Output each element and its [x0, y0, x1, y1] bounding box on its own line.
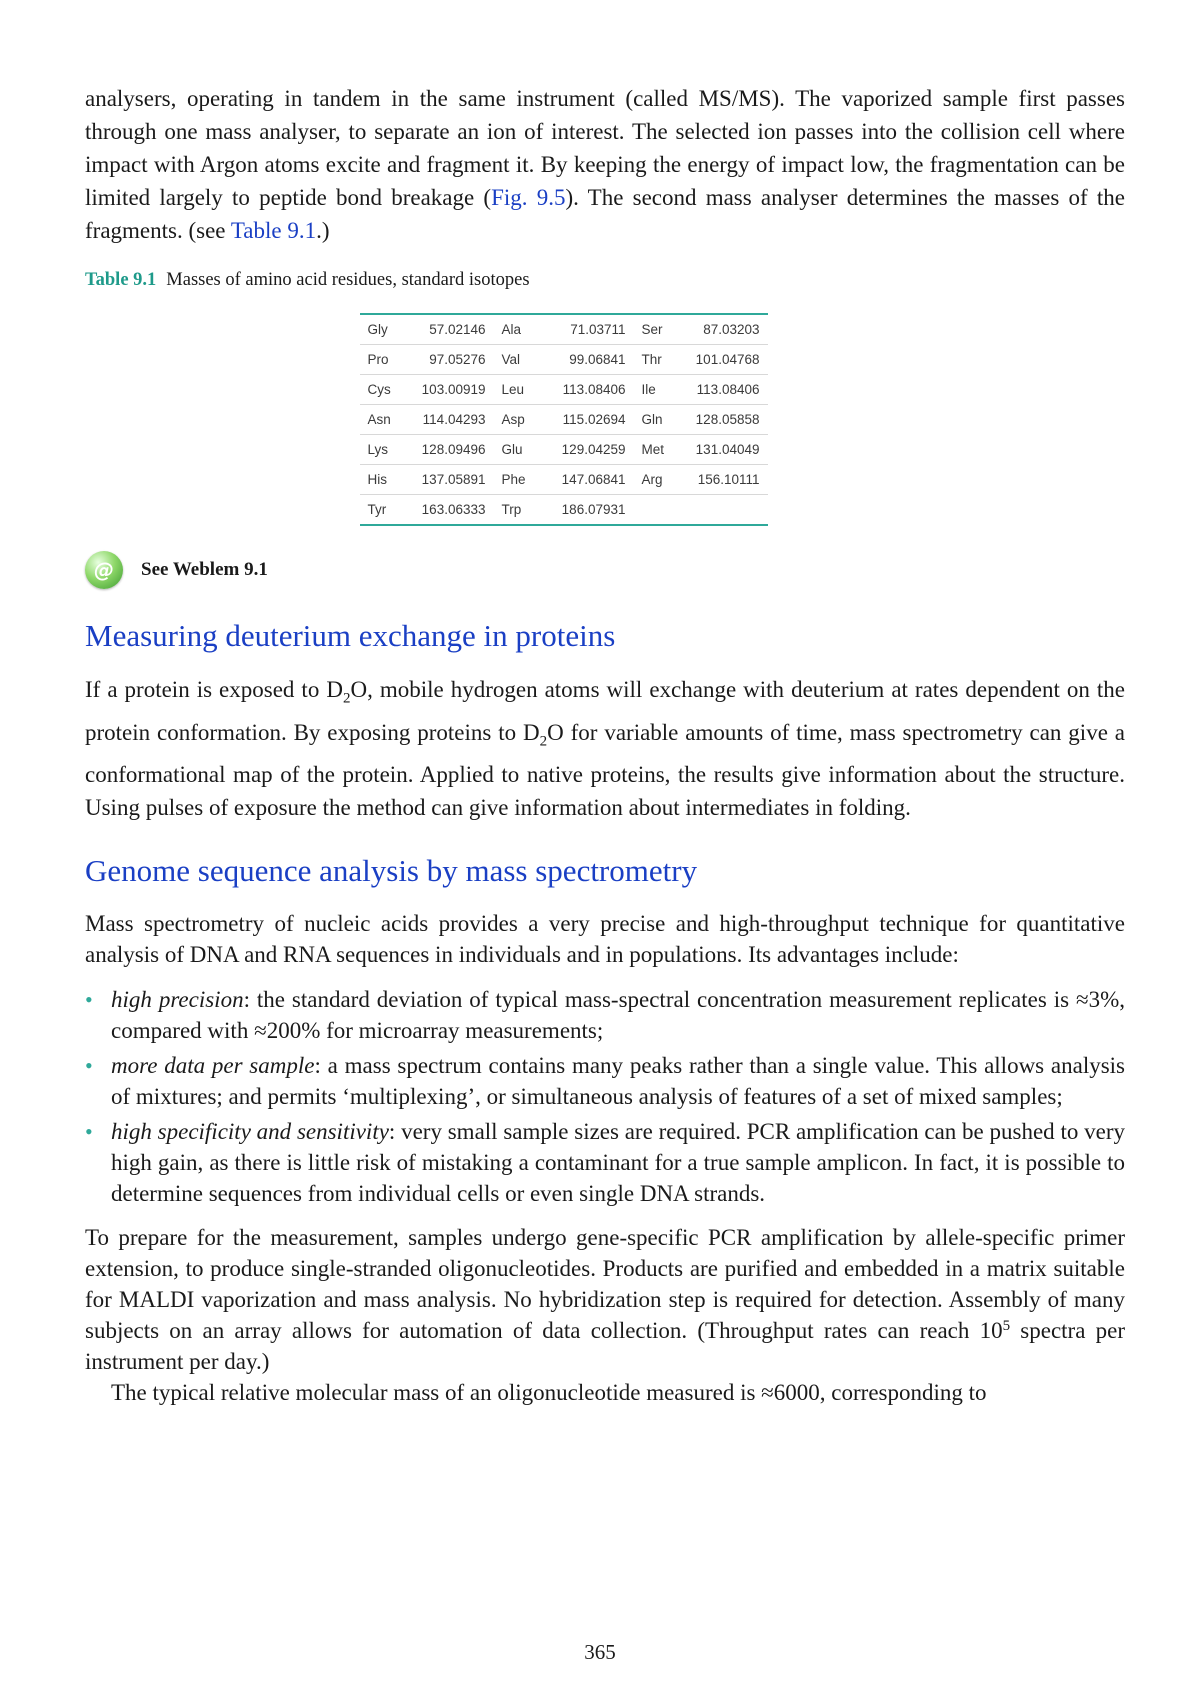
list-item [85, 1050, 1125, 1112]
residue-name-cell: His [360, 465, 410, 495]
page-number: 365 [584, 1640, 616, 1664]
residue-mass-cell: 128.05858 [680, 405, 768, 435]
residue-mass-cell: 99.06841 [548, 345, 634, 375]
residue-mass-cell [680, 495, 768, 526]
residue-name-cell: Met [634, 435, 680, 465]
residue-name-cell: Asn [360, 405, 410, 435]
advantages-list [85, 984, 1125, 1209]
text: If a protein is exposed to D [85, 677, 343, 702]
residue-mass-cell: 147.06841 [548, 465, 634, 495]
residue-name-cell: Ala [494, 314, 548, 345]
table-row [360, 495, 768, 526]
preparation-paragraph [85, 1222, 1125, 1377]
list-item-text: : very small sample sizes are required. PCR amplification can be pushed to very high gain, as there is little risk of mistaking a contaminant for a true sample amplicon. In fact, it is possible to determine sequences from individual cells or even single DNA strands. [111, 1119, 1125, 1207]
residue-mass-cell: 113.08406 [548, 375, 634, 405]
table-row [360, 375, 768, 405]
page-content [85, 82, 1125, 1408]
residue-name-cell: Val [494, 345, 548, 375]
subscript: 2 [342, 690, 351, 707]
intro-text: ). The second mass analyser determines the masses of the fragments. (see [85, 185, 1125, 243]
bullet-icon: • [85, 1119, 93, 1145]
superscript: 5 [1002, 1318, 1011, 1335]
bullet-icon: • [85, 1053, 93, 1079]
residue-name-cell: Lys [360, 435, 410, 465]
residue-mass-cell: 97.05276 [410, 345, 494, 375]
residue-mass-cell: 103.00919 [410, 375, 494, 405]
residue-mass-cell: 156.10111 [680, 465, 768, 495]
table-row [360, 435, 768, 465]
text: O, mobile hydrogen atoms will exchange with deuterium at rates dependent on the protein conformation. By exposing proteins to D [85, 677, 1125, 745]
residue-name-cell: Glu [494, 435, 548, 465]
residue-mass-cell: 131.04049 [680, 435, 768, 465]
genome-paragraph: Mass spectrometry of nucleic acids provides a very precise and high-throughput technique for quantitative analysis of DNA and RNA sequences in individuals and in populations. Its advantages include: [85, 911, 1125, 968]
text: O for variable amounts of time, mass spectrometry can give a conformational map of the protein. Applied to native proteins, the results give information about the structure. Using pulses of exposure the method can give information about intermediates in folding. [85, 719, 1126, 821]
deuterium-paragraph [85, 673, 1125, 824]
section-heading-genome: Genome sequence analysis by mass spectrometry [85, 853, 698, 889]
text: To prepare for the measurement, samples undergo gene-specific PCR amplification by allele-specific primer extension, to produce single-stranded oligonucleotides. Products are purified and embedded in a matrix suitable for MALDI vaporization and mass analysis. No hybridization step is required for detection. Assembly of many subjects on an array allows for automation of data collection. (Throughput rates can reach 10 [85, 1225, 1125, 1344]
list-item-term: high specificity and sensitivity [111, 1119, 389, 1145]
intro-text: .) [316, 218, 330, 243]
residue-name-cell: Gly [360, 314, 410, 345]
residue-mass-cell: 114.04293 [410, 405, 494, 435]
weblem-reference[interactable] [85, 551, 1125, 589]
section-heading-deuterium: Measuring deuterium exchange in proteins [85, 618, 616, 653]
residue-mass-cell: 163.06333 [421, 502, 486, 517]
amino-acid-mass-table [360, 313, 768, 526]
list-item [85, 984, 1125, 1046]
intro-paragraph [85, 82, 1125, 247]
residue-name-cell: Cys [360, 375, 410, 405]
residue-mass-cell: 71.03711 [548, 314, 634, 345]
table-row [360, 314, 768, 345]
at-sign-icon: @ [85, 551, 123, 589]
residue-name-cell: Thr [634, 345, 680, 375]
residue-mass-cell: 115.02694 [548, 405, 634, 435]
residue-name-cell: Arg [634, 465, 680, 495]
table-row [360, 345, 768, 375]
residue-name-cell: Asp [494, 405, 548, 435]
residue-mass-cell: 113.08406 [680, 375, 768, 405]
list-item [85, 1116, 1125, 1209]
residue-mass-cell: 186.07931 [561, 502, 626, 517]
weblem-text: See Weblem 9.1 [141, 559, 268, 580]
residue-name-cell: Tyr [367, 502, 387, 517]
residue-table-container [2, 313, 1125, 526]
table-caption [85, 267, 1125, 293]
table-row [360, 405, 768, 435]
list-item-text: : the standard deviation of typical mass-spectral concentration measurement replicates is ≈3%, compared with ≈200% for microarray measurements; [111, 987, 1125, 1044]
residue-name-cell: Phe [494, 465, 548, 495]
residue-name-cell: Ile [634, 375, 680, 405]
list-item-text: : a mass spectrum contains many peaks rather than a single value. This allows analysis of mixtures; and permits ‘multiplexing’, or simultaneous analysis of features of a set of mixed samples; [111, 1053, 1126, 1110]
residue-mass-cell: 137.05891 [410, 465, 494, 495]
list-item-term: more data per sample [111, 1053, 315, 1079]
molecular-mass-paragraph: The typical relative molecular mass of an oligonucleotide measured is ≈6000, corresponding to [111, 1380, 987, 1406]
residue-name-cell [634, 495, 680, 526]
intro-text: analysers, operating in tandem in the same instrument (called MS/MS). The vaporized sample first passes through one mass analyser, to separate an ion of interest. The selected ion passes into the collision cell where impact with Argon atoms excite and fragment it. By keeping the energy of impact low, the fragmentation can be limited largely to peptide bond breakage ( [85, 86, 1125, 210]
residue-name-cell: Leu [494, 375, 548, 405]
residue-mass-cell: 101.04768 [680, 345, 768, 375]
table-label: Table 9.1 [85, 270, 157, 290]
table-row [360, 465, 768, 495]
residue-mass-cell: 128.09496 [410, 435, 494, 465]
residue-mass-cell: 57.02146 [410, 314, 494, 345]
fig-9-5-link[interactable]: Fig. 9.5 [491, 185, 566, 210]
residue-name-cell: Ser [634, 314, 680, 345]
table-caption-text: Masses of amino acid residues, standard isotopes [166, 270, 530, 290]
text: spectra per instrument per day.) [85, 1318, 1126, 1375]
subscript: 2 [539, 733, 548, 750]
bullet-icon: • [85, 987, 93, 1013]
residue-name-cell: Gln [634, 405, 680, 435]
table-9-1-link[interactable]: Table 9.1 [230, 218, 317, 243]
residue-name-cell: Trp [501, 502, 522, 517]
residue-mass-cell: 87.03203 [680, 314, 768, 345]
residue-name-cell: Pro [360, 345, 410, 375]
residue-mass-cell: 129.04259 [548, 435, 634, 465]
list-item-term: high precision [111, 987, 244, 1013]
